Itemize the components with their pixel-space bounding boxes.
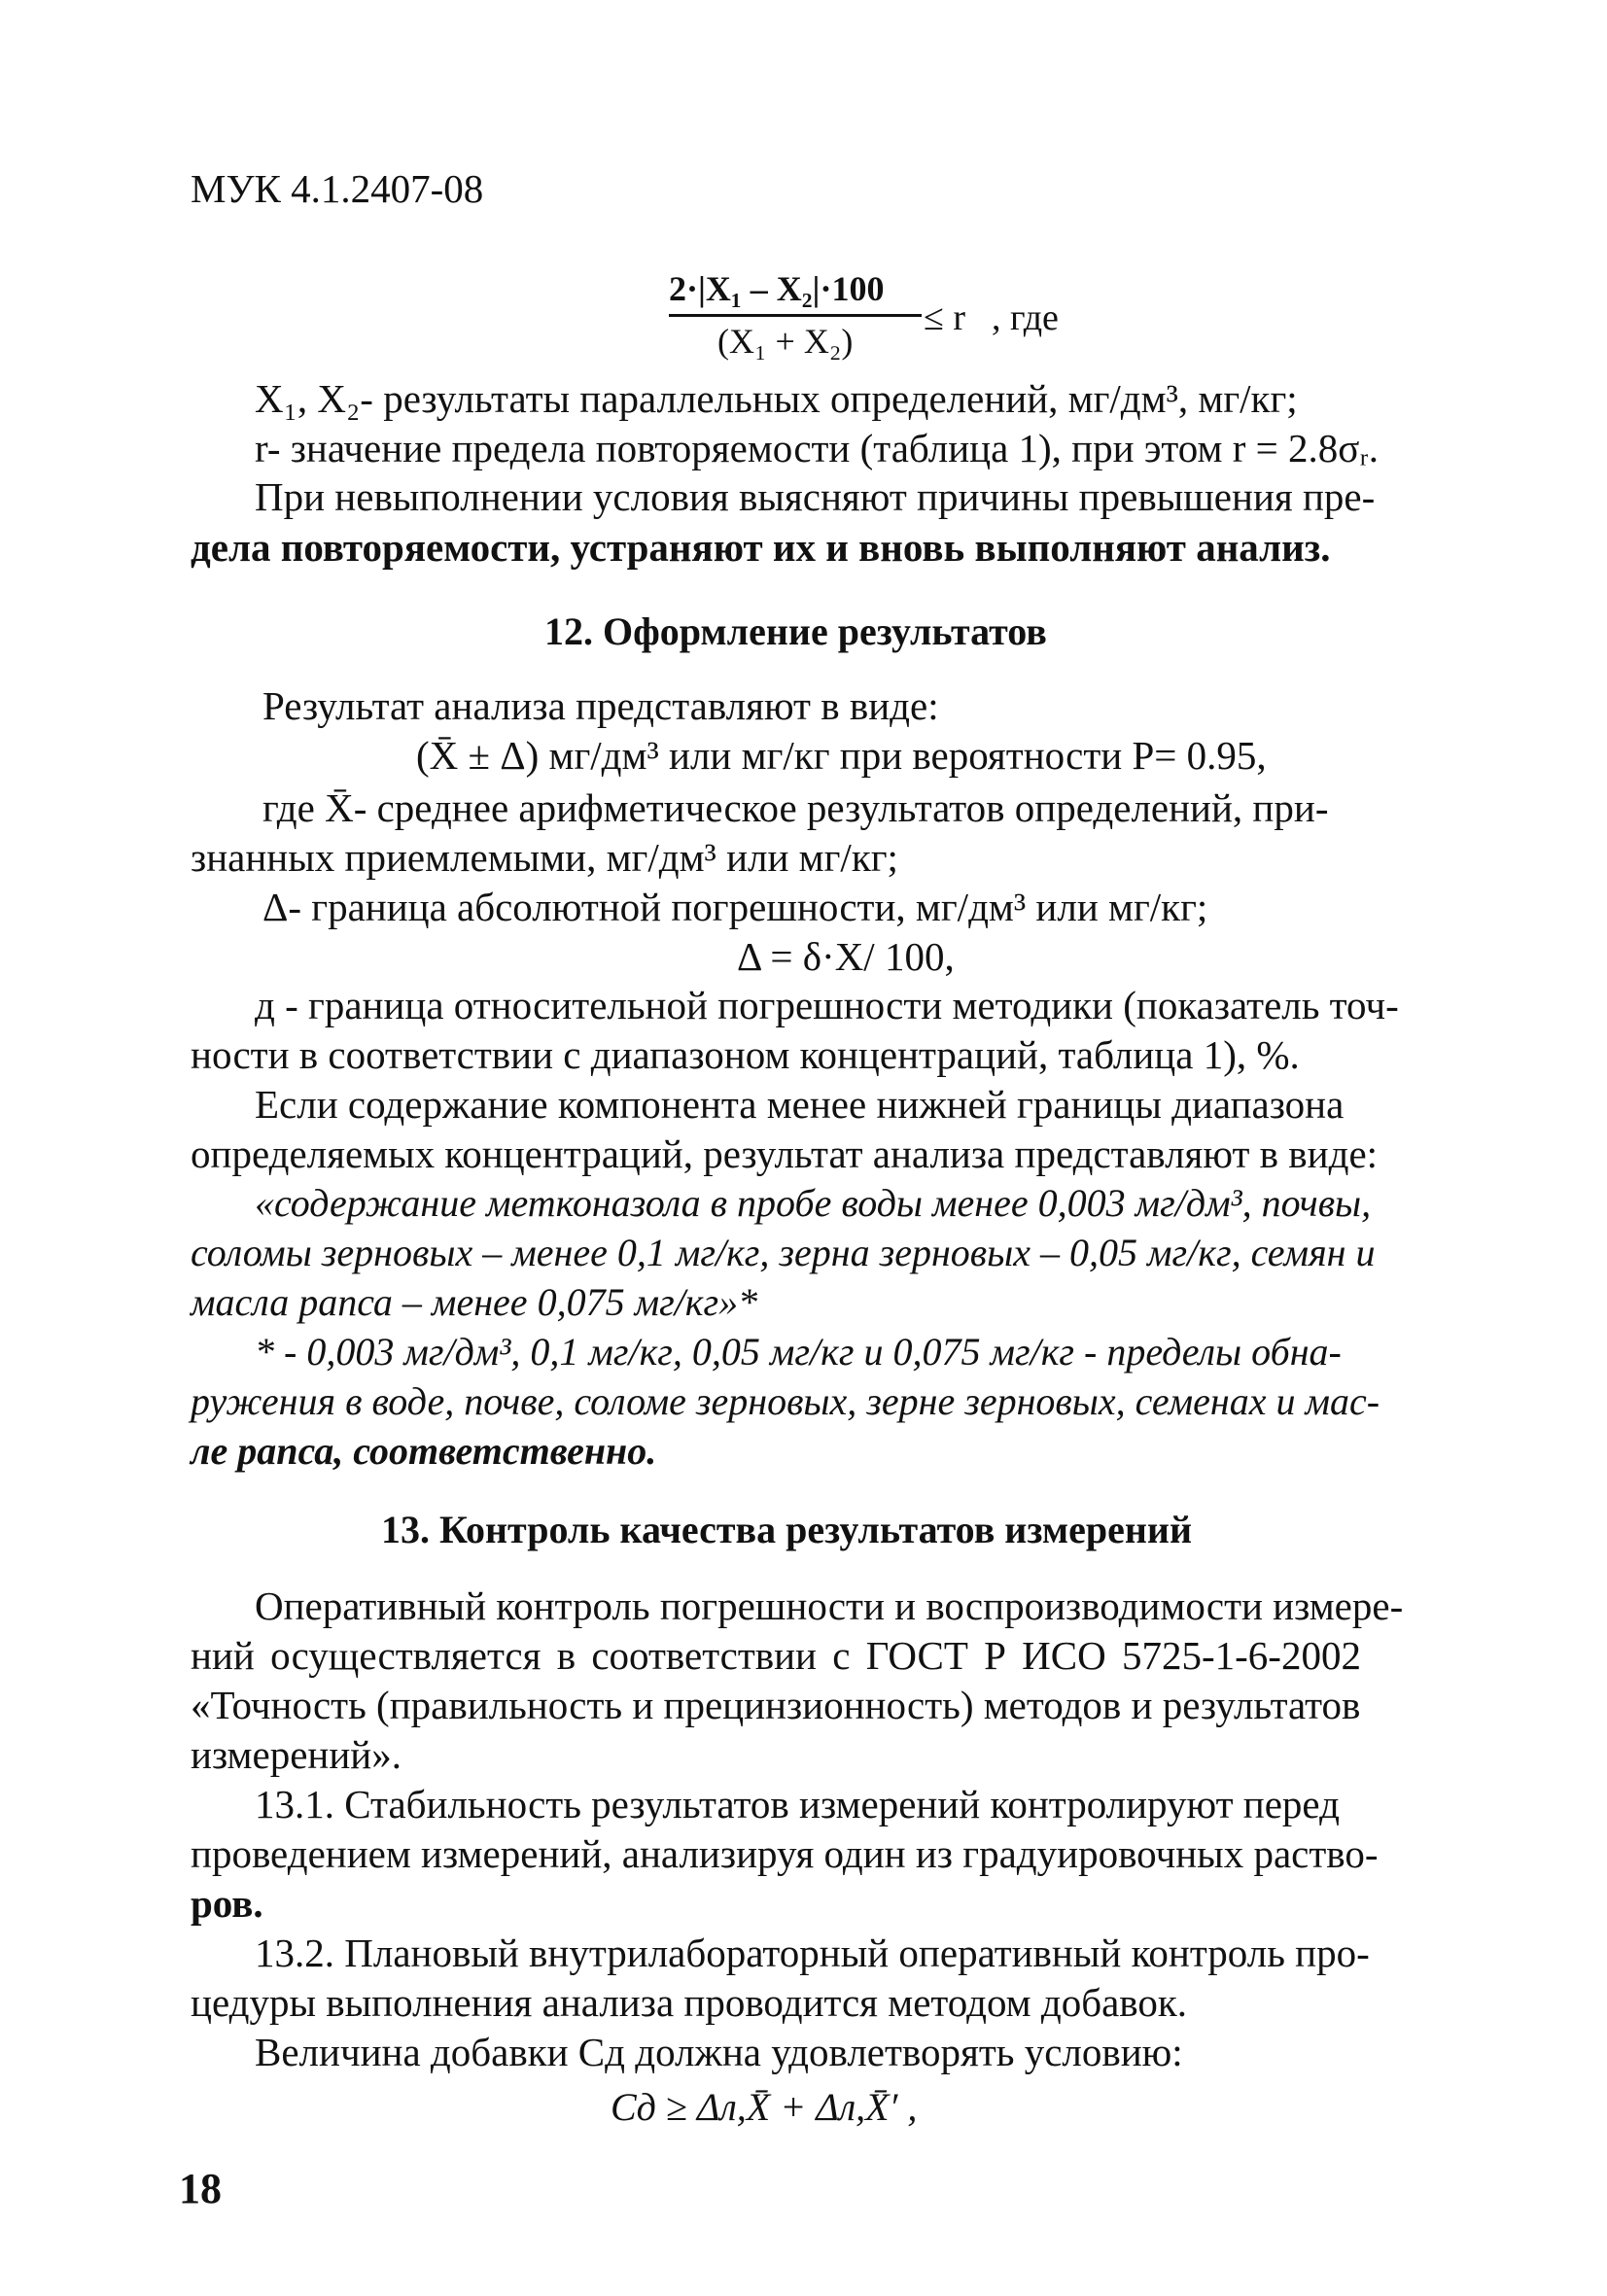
- mean-definition-line1: где X̄- среднее арифметическое результатов определений, при-: [262, 785, 1329, 830]
- section13-title: 13. Контроль качества результатов измерений: [381, 1508, 1192, 1551]
- mean-definition-line2: знанных приемлемыми, мг/дм³ или мг/кг;: [191, 835, 898, 880]
- section13-p4: Величина добавки Cд должна удовлетворять условию:: [255, 2030, 1183, 2074]
- quote-line1: «содержание метконазола в пробе воды менее 0,003 мг/дм³, почвы,: [255, 1181, 1372, 1225]
- section13-p1-line3: «Точность (правильность и прецинзионность) методов и результатов: [191, 1683, 1361, 1727]
- fail-paragraph-line1: При невыполнении условия выясняют причины превышения пре-: [255, 474, 1376, 519]
- note-line3: ле рапса, соответственно.: [191, 1429, 657, 1473]
- delta-formula: Δ = δ·X/ 100,: [737, 934, 955, 979]
- below-range-line2: определяемых концентраций, результат анализа представляют в виде:: [191, 1131, 1379, 1176]
- fail-paragraph-line2: дела повторяемости, устраняют их и вновь выполняют анализ.: [191, 525, 1331, 570]
- section13-p1-line4: измерений».: [191, 1732, 402, 1777]
- section12-title: 12. Оформление результатов: [544, 609, 1047, 653]
- section13-p2-line1: 13.1. Стабильность результатов измерений контролируют перед: [255, 1782, 1340, 1826]
- section13-p3-line2: цедуры выполнения анализа проводится методом добавок.: [191, 1980, 1188, 2025]
- result-formula: (X̄ ± Δ) мг/дм³ или мг/кг при вероятности P= 0.95,: [416, 733, 1267, 778]
- section13-p2-line3: ров.: [191, 1881, 263, 1926]
- below-range-line1: Если содержание компонента менее нижней границы диапазона: [255, 1082, 1345, 1127]
- quote-line3: масла рапса – менее 0,075 мг/кг»*: [191, 1280, 758, 1324]
- doc-code-header: МУК 4.1.2407-08: [191, 166, 484, 211]
- formula-fraction-bar: [669, 314, 922, 317]
- d-definition-line2: ности в соответствии с диапазоном концентраций, таблица 1), %.: [191, 1032, 1300, 1077]
- section13-p1-line2: ний осуществляется в соответствии с ГОСТ Р ИСО 5725-1-6-2002: [191, 1633, 1361, 1678]
- x-definition: X₁, X₂- результаты параллельных определений, мг/дм³, мг/кг;: [255, 376, 1298, 421]
- formula-numerator: 2·|X₁ – X₂|·100: [669, 269, 885, 308]
- quote-line2: соломы зерновых – менее 0,1 мг/кг, зерна зерновых – 0,05 мг/кг, семян и: [191, 1231, 1376, 1274]
- formula-relation: ≤ r: [924, 297, 966, 338]
- note-line1: * - 0,003 мг/дм³, 0,1 мг/кг, 0,05 мг/кг и 0,075 мг/кг - пределы обна-: [255, 1330, 1342, 1374]
- formula-denominator: (X₁ + X₂): [717, 322, 854, 361]
- note-line2: ружения в воде, почве, соломе зерновых, зерне зерновых, семенах и мас-: [191, 1379, 1380, 1423]
- page-number: 18: [179, 2165, 222, 2212]
- delta-definition: Δ- граница абсолютной погрешности, мг/дм³ или мг/кг;: [262, 885, 1208, 929]
- final-formula: Cд ≥ Δл,X̄ + Δл,X̄′ ,: [611, 2085, 918, 2129]
- section13-p3-line1: 13.2. Плановый внутрилабораторный оперативный контроль про-: [255, 1931, 1370, 1975]
- d-definition-line1: д - граница относительной погрешности методики (показатель точ-: [255, 983, 1399, 1027]
- section13-p1-line1: Оперативный контроль погрешности и воспроизводимости измере-: [255, 1583, 1404, 1628]
- section12-intro: Результат анализа представляют в виде:: [262, 683, 939, 728]
- r-definition: r- значение предела повторяемости (таблица 1), при этом r = 2.8σᵣ.: [255, 426, 1379, 470]
- section13-p2-line2: проведением измерений, анализируя один из градуировочных раство-: [191, 1831, 1379, 1876]
- formula-suffix: , где: [992, 297, 1059, 338]
